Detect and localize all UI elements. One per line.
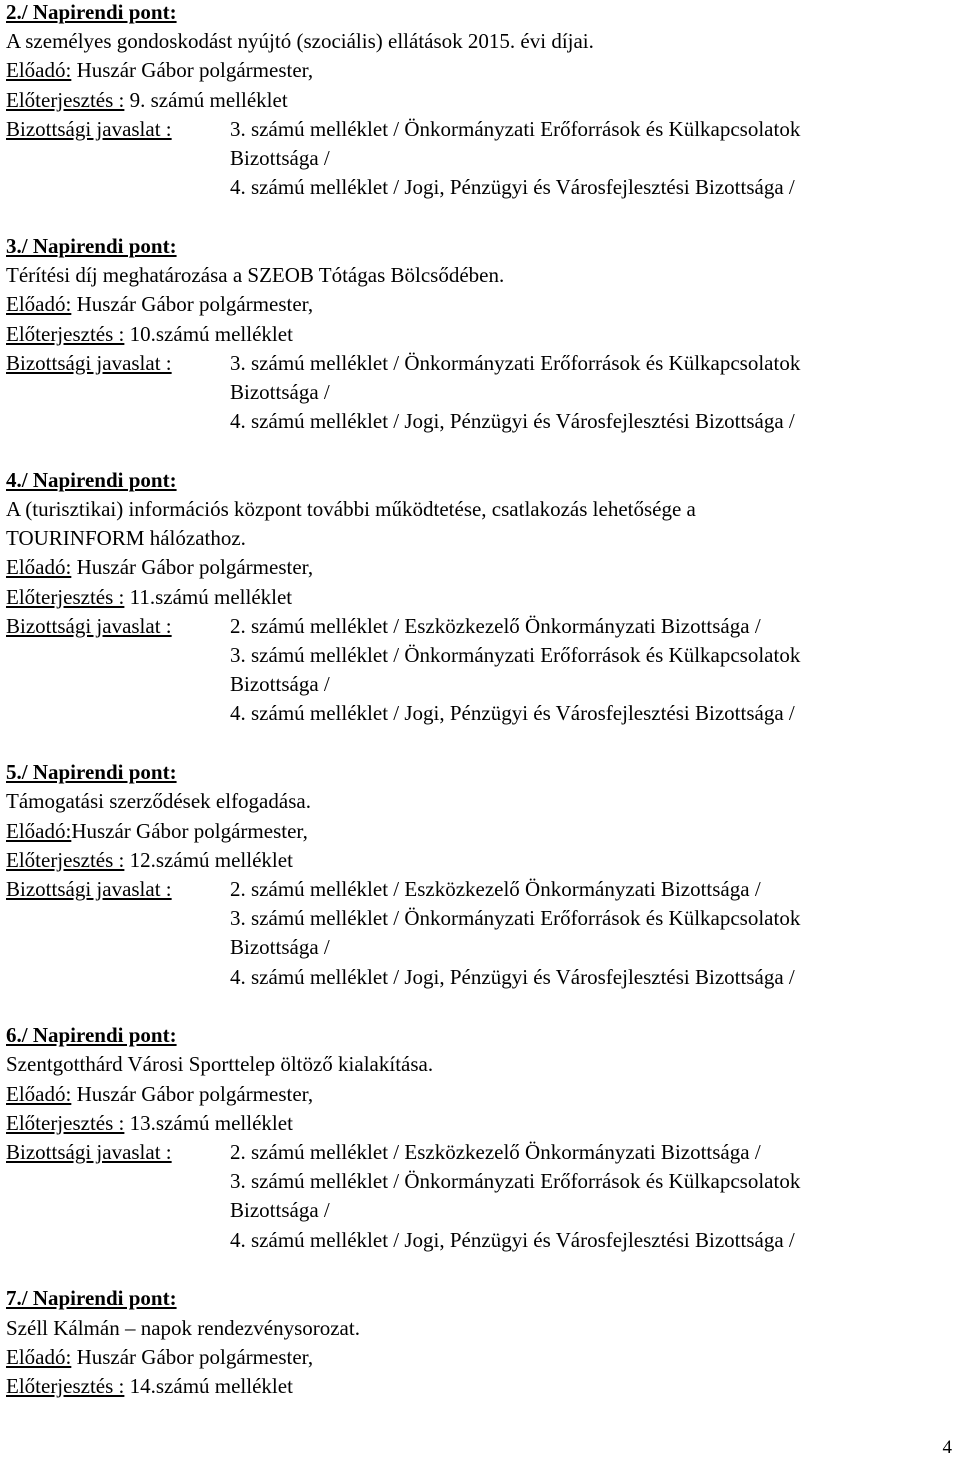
committee-recommendation	[230, 965, 795, 991]
committee-label: Bizottsági javaslat :	[6, 1140, 172, 1164]
presenter-name: Huszár Gábor polgármester,	[71, 555, 314, 580]
proposal-line	[6, 1111, 293, 1137]
agenda-title	[6, 29, 594, 55]
agenda-heading	[6, 0, 177, 26]
committee-recommendation	[230, 146, 330, 172]
agenda-heading-text: 4./ Napirendi pont:	[6, 467, 177, 492]
agenda-heading	[6, 468, 177, 494]
proposal-label: Előterjesztés :	[6, 584, 125, 609]
committee-recommendation	[230, 1169, 800, 1195]
presenter-line	[6, 292, 313, 318]
presenter-line	[6, 1082, 313, 1108]
committee-recommendation	[230, 643, 800, 669]
agenda-title-text: Szentgotthárd Városi Sporttelep öltöző kialakítása.	[6, 1052, 434, 1077]
presenter-label: Előadó:	[6, 555, 72, 580]
committee-recommendation	[230, 1140, 761, 1166]
presenter-line	[6, 555, 313, 581]
proposal-attachment: 10.számú melléklet	[124, 321, 293, 346]
agenda-title	[6, 789, 311, 815]
committee-recommendation	[230, 906, 800, 932]
committee-label-line	[6, 117, 172, 143]
proposal-attachment: 12.számú melléklet	[124, 847, 293, 872]
committee-recommendation	[230, 1228, 795, 1254]
committee-recommendation	[230, 935, 330, 961]
committee-recommendation	[230, 672, 330, 698]
agenda-heading	[6, 1286, 177, 1312]
agenda-title-text: Térítési díj meghatározása a SZEOB Tótágas Bölcsődében.	[6, 263, 505, 288]
agenda-title-text: TOURINFORM hálózathoz.	[6, 526, 246, 551]
agenda-heading	[6, 1023, 177, 1049]
proposal-attachment: 14.számú melléklet	[124, 1373, 293, 1398]
committee-recommendation-text: Bizottsága /	[230, 1198, 330, 1223]
committee-recommendation-text: Bizottsága /	[230, 146, 330, 170]
presenter-name: Huszár Gábor polgármester,	[71, 58, 314, 83]
agenda-heading-text: 5./ Napirendi pont:	[6, 760, 177, 785]
agenda-title-text: Támogatási szerződések elfogadása.	[6, 789, 311, 814]
committee-label-line	[6, 614, 172, 640]
presenter-label: Előadó:	[6, 1344, 72, 1369]
presenter-line	[6, 58, 313, 84]
proposal-label: Előterjesztés :	[6, 321, 125, 346]
committee-recommendation	[230, 701, 795, 727]
agenda-heading-text: 3./ Napirendi pont:	[6, 233, 177, 258]
committee-recommendation	[230, 351, 800, 377]
committee-recommendation-text: Bizottsága /	[230, 672, 330, 697]
proposal-attachment: 9. számú melléklet	[124, 87, 288, 112]
committee-recommendation	[230, 1198, 330, 1224]
proposal-label: Előterjesztés :	[6, 1110, 125, 1135]
committee-recommendation	[230, 409, 795, 435]
presenter-name: Huszár Gábor polgármester,	[71, 1081, 314, 1106]
committee-recommendation	[230, 614, 761, 640]
presenter-name: Huszár Gábor polgármester,	[71, 1344, 314, 1369]
proposal-line	[6, 88, 288, 114]
committee-label: Bizottsági javaslat :	[6, 350, 172, 375]
proposal-line	[6, 585, 292, 611]
presenter-name: Huszár Gábor polgármester,	[71, 292, 314, 317]
presenter-name: Huszár Gábor polgármester,	[71, 818, 308, 843]
presenter-label: Előadó:	[6, 1081, 72, 1106]
proposal-attachment: 11.számú melléklet	[124, 584, 293, 609]
committee-label-line	[6, 1140, 172, 1166]
agenda-title-text: Széll Kálmán – napok rendezvénysorozat.	[6, 1315, 360, 1340]
committee-recommendation-text: 3. számú melléklet / Önkormányzati Erőforrások és Külkapcsolatok	[230, 643, 801, 667]
committee-recommendation	[230, 175, 795, 201]
committee-recommendation	[230, 117, 800, 143]
presenter-label: Előadó:	[6, 58, 72, 83]
committee-recommendation-text: 3. számú melléklet / Önkormányzati Erőforrások és Külkapcsolatok	[230, 1169, 801, 1194]
committee-label-line	[6, 351, 172, 377]
agenda-title	[6, 526, 246, 552]
proposal-label: Előterjesztés :	[6, 847, 125, 872]
committee-label: Bizottsági javaslat :	[6, 116, 172, 141]
committee-recommendation-text: 2. számú melléklet / Eszközkezelő Önkormányzati Bizottsága /	[230, 613, 761, 638]
proposal-attachment: 13.számú melléklet	[124, 1110, 293, 1135]
agenda-title	[6, 1316, 360, 1342]
proposal-label: Előterjesztés :	[6, 87, 125, 112]
agenda-heading	[6, 234, 177, 260]
agenda-title-text: A (turisztikai) információs központ további működtetése, csatlakozás lehetősége a	[6, 497, 696, 521]
committee-recommendation-text: 2. számú melléklet / Eszközkezelő Önkormányzati Bizottsága /	[230, 876, 761, 901]
proposal-line	[6, 1374, 293, 1400]
agenda-heading	[6, 760, 177, 786]
page-number: 4	[942, 1437, 952, 1458]
committee-recommendation	[230, 380, 330, 406]
agenda-heading-text: 2./ Napirendi pont:	[6, 0, 177, 24]
proposal-label: Előterjesztés :	[6, 1373, 125, 1398]
committee-recommendation-text: 4. számú melléklet / Jogi, Pénzügyi és Városfejlesztési Bizottsága /	[230, 1227, 795, 1252]
committee-recommendation-text: 4. számú melléklet / Jogi, Pénzügyi és Városfejlesztési Bizottsága /	[230, 701, 795, 726]
agenda-heading-text: 7./ Napirendi pont:	[6, 1286, 177, 1311]
committee-recommendation	[230, 877, 761, 903]
presenter-label: Előadó:	[6, 818, 72, 843]
committee-recommendation-text: 4. számú melléklet / Jogi, Pénzügyi és Városfejlesztési Bizottsága /	[230, 964, 795, 989]
committee-recommendation-text: 3. számú melléklet / Önkormányzati Erőforrások és Külkapcsolatok	[230, 906, 801, 931]
proposal-line	[6, 848, 293, 874]
committee-recommendation-text: 3. számú melléklet / Önkormányzati Erőforrások és Külkapcsolatok	[230, 350, 801, 375]
presenter-label: Előadó:	[6, 292, 72, 317]
agenda-title-text: A személyes gondoskodást nyújtó (szociális) ellátások 2015. évi díjai.	[6, 29, 594, 54]
committee-recommendation-text: Bizottsága /	[230, 935, 330, 960]
presenter-line	[6, 819, 308, 845]
committee-label: Bizottsági javaslat :	[6, 876, 172, 901]
presenter-line	[6, 1345, 313, 1371]
committee-recommendation-text: 4. számú melléklet / Jogi, Pénzügyi és Városfejlesztési Bizottsága /	[230, 409, 795, 434]
agenda-title	[6, 263, 504, 289]
committee-recommendation-text: 3. számú melléklet / Önkormányzati Erőforrások és Külkapcsolatok	[230, 116, 801, 141]
agenda-title	[6, 497, 696, 523]
committee-label: Bizottsági javaslat :	[6, 613, 172, 638]
proposal-line	[6, 322, 293, 348]
agenda-heading-text: 6./ Napirendi pont:	[6, 1023, 177, 1048]
committee-recommendation-text: 4. számú melléklet / Jogi, Pénzügyi és Városfejlesztési Bizottsága /	[230, 175, 795, 200]
committee-recommendation-text: Bizottsága /	[230, 379, 330, 404]
committee-recommendation-text: 2. számú melléklet / Eszközkezelő Önkormányzati Bizottsága /	[230, 1140, 761, 1164]
agenda-title	[6, 1052, 433, 1078]
committee-label-line	[6, 877, 172, 903]
